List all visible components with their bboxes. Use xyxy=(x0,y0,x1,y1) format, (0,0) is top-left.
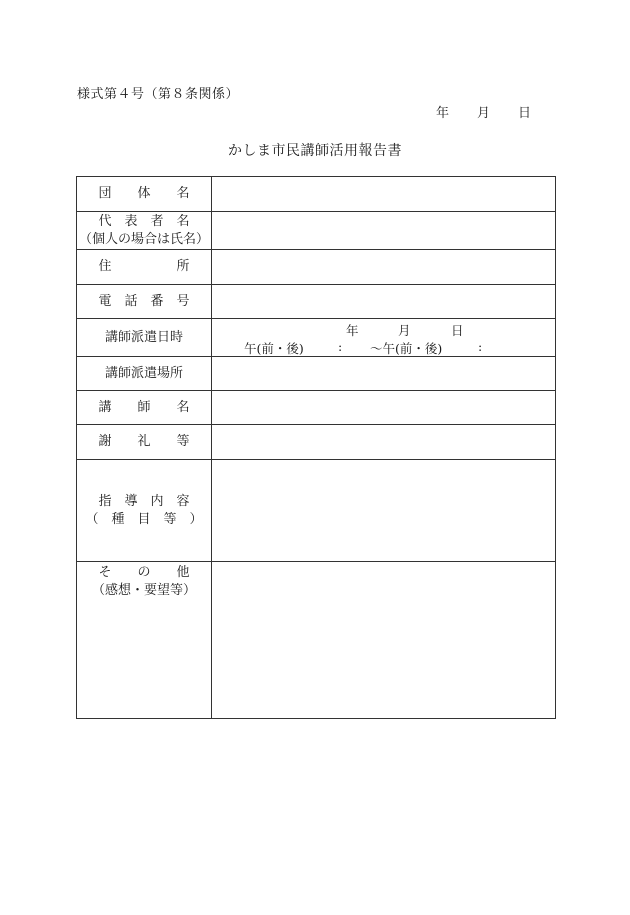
report-form-table xyxy=(76,176,556,719)
row-fee xyxy=(77,425,556,460)
dispatch-place-label: 講師派遣場所 xyxy=(77,357,212,391)
form-number: 様式第４号（第８条関係） xyxy=(77,87,240,102)
dispatch-day-label: 日 xyxy=(451,323,464,338)
row-content xyxy=(77,460,556,562)
fee-label: 謝 礼 等 xyxy=(77,425,212,460)
dispatch-year-label: 年 xyxy=(346,323,359,338)
row-dispatch-datetime xyxy=(77,319,556,357)
fee-field[interactable] xyxy=(212,425,556,460)
phone-field[interactable] xyxy=(212,285,556,319)
instructor-field[interactable] xyxy=(212,391,556,425)
row-representative xyxy=(77,212,556,250)
end-time-colon: : xyxy=(478,339,483,354)
dispatch-datetime-field[interactable] xyxy=(212,319,556,357)
row-group-name xyxy=(77,177,556,212)
row-instructor xyxy=(77,391,556,425)
group-name-field[interactable] xyxy=(212,177,556,212)
row-phone xyxy=(77,285,556,319)
document-title: かしま市民講師活用報告書 xyxy=(228,143,402,159)
start-time-colon: : xyxy=(338,339,343,354)
content-field[interactable] xyxy=(212,460,556,562)
row-dispatch-place xyxy=(77,357,556,391)
dispatch-datetime-label: 講師派遣日時 xyxy=(77,319,212,357)
dispatch-place-field[interactable] xyxy=(212,357,556,391)
content-label: 指 導 内 容 （ 種 目 等 ） xyxy=(77,460,212,562)
address-label: 住 所 xyxy=(77,250,212,285)
row-address xyxy=(77,250,556,285)
representative-label: 代 表 者 名 （個人の場合は氏名） xyxy=(77,212,212,250)
phone-label: 電 話 番 号 xyxy=(77,285,212,319)
row-other xyxy=(77,562,556,719)
address-field[interactable] xyxy=(212,250,556,285)
representative-field[interactable] xyxy=(212,212,556,250)
date-day-label: 日 xyxy=(518,106,532,121)
instructor-label: 講 師 名 xyxy=(77,391,212,425)
start-ampm-label: 午(前・後) xyxy=(244,341,304,356)
date-year-label: 年 xyxy=(436,106,450,121)
other-label: そ の 他 （感想・要望等） xyxy=(77,562,212,719)
other-field[interactable] xyxy=(212,562,556,719)
dispatch-month-label: 月 xyxy=(398,323,411,338)
date-month-label: 月 xyxy=(477,106,491,121)
group-name-label: 団 体 名 xyxy=(77,177,212,212)
end-ampm-label: ～午(前・後) xyxy=(370,341,443,356)
